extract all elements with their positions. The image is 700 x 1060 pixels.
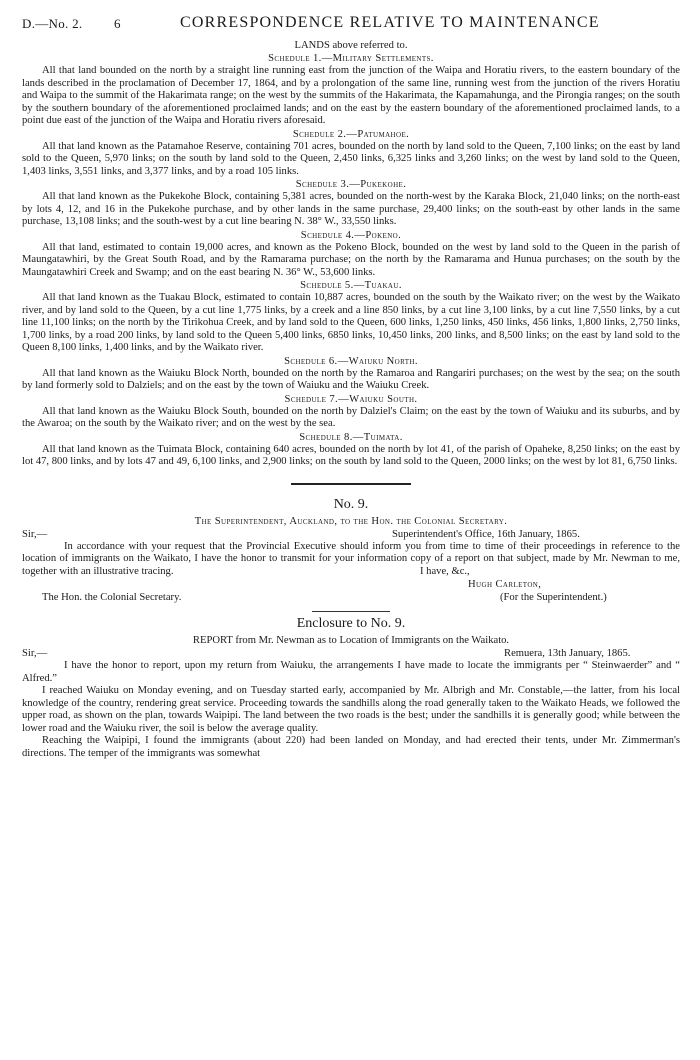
letter-closing: I have, &c., [420,566,470,577]
document-reference: D.—No. 2. [22,16,83,31]
schedule-8-title: Schedule 8.—Tuimata. [299,431,403,443]
schedule-3-title: Schedule 3.—Pukekohe. [295,179,407,190]
enclosure-paragraph-2: I reached Waiuku on Monday evening, and on Tuesday started early, accompanied by Mr. Albrigh and Mr. Constable,—the latter, from his local knowledge of the country, rendering great service. Proceeding towards the sandhills along the road generally taken to the Waikato Heads, we followed the upper road, as shown on the plan, towards Waipipi. The land between the two roads is the best; under the sandhills it is generally good; while between the lower road and the Waiuku river, the soil is below the average quality. [22,685,680,734]
enclosure-heading: Enclosure to No. 9. [296,616,406,631]
schedule-6-text: All that land known as the Waiuku Block North, bounded on the north by the Ramaroa and Rangariri purchases; on the west by the sea; on the south by land formerly sold to Dalziels; and on the east by the town of Waiuku and the Waiuku Creek. [22,367,680,391]
page-header [22,6,680,36]
enclosure-paragraph-3: Reaching the Waipipi, I found the immigrants (about 220) had been landed on Monday, and had erected their tents, under Mr. Zimmerman's directions. The temper of the immigrants was somewhat [22,735,680,759]
schedule-1-title: Schedule 1.—Military Settlements. [268,53,434,64]
schedule-4-text: All that land, estimated to contain 19,000 acres, and known as the Pokeno Block, bounded on the west by land sold to the Queen in the parish of Maungatawhiri, by the Great South Road, and by the Ramarama purchase; on the north by the Ramarama and Hunua purchases; on the south by the Maungatawhiri Creek and Swamp; and on the east bearing N. 36° W., 53,600 links. [22,241,680,278]
letter-signature: Hugh Carleton, [468,579,542,590]
letter-number-heading: No. 9. [333,496,369,512]
letter-signature-role: (For the Superintendent.) [500,592,607,603]
running-title: CORRESPONDENCE RELATIVE TO MAINTENANCE [180,14,600,31]
schedule-4-title: Schedule 4.—Pokeno. [300,229,402,241]
letter-place-date: Superintendent's Office, 16th January, 1865. [392,528,580,540]
schedule-5-title: Schedule 5.—Tuakau. [300,280,402,291]
schedule-5-text: All that land known as the Tuakau Block, estimated to contain 10,887 acres, bounded on the south by the Waikato river; on the west by the Waikato river, and by land sold to the Queen, by a cut line 1,775 links, by a creek and a line 850 links, by a cut line 3,100 links, by a cut line 7,550 links, by a cut line 11,100 links; on the north by the Tirikohua Creek, and by land sold to the Queen, 600 links, 1,250 links, 450 links, 456 links, 1,800 links, 2,750 links, 1,700 links, by a road 200 links, by land sold to the Queen 5,400 links, 6850 links, 10,450 links, 200 links, and 8,500 links; on the east by land sold to the Queen 8,100 links, 1,400 links, and by the Waikato river. [22,292,680,353]
document-page [22,6,680,1056]
enclosure-divider [312,611,390,612]
schedule-8-text: All that land known as the Tuimata Block, containing 640 acres, bounded on the north by lot 41, of the parish of Opaheke, 8,250 links; on the east by lot 47, 800 links, and by lots 47 and 49, 6,100 links, and 2,900 links; on the south by land sold to the Queen, 2000 links; on the west by lot 81, 6,750 links. [22,443,680,467]
enclosure-paragraph-1: I have the honor to report, upon my return from Waiuku, the arrangements I have made to locate the immigrants per “ Steinwaerder” and “ Alfred.” [22,660,680,684]
enclosure-subheading: REPORT from Mr. Newman as to Location of Immigrants on the Waikato. [192,635,510,646]
section-divider [291,483,411,485]
schedule-7-title: Schedule 7.—Waiuku South. [284,393,418,405]
schedule-6-title: Schedule 6.—Waiuku North. [284,355,418,367]
enclosure-salutation: Sir,— [22,648,48,659]
page-number: 6 [114,16,121,31]
schedule-3-text: All that land known as the Pukekohe Block, containing 5,381 acres, bounded on the north-west by the Karaka Block, 21,040 links; on the north-east by lots 4, 12, and 16 in the Pukekohe purchase, and by other lands in the same purchase, 29,400 links; on the south-east by other lands in the same purchase, 13,108 links; and the south-west by a cut line bearing N. 38° W., 33,550 links. [22,191,680,227]
letter-addressee: The Hon. the Colonial Secretary. [42,592,182,603]
letter-signature-block [22,566,680,605]
letter-salutation-row [22,528,680,541]
letter-salutation: Sir,— [22,528,48,540]
enclosure-place-date: Remuera, 13th January, 1865. [504,648,631,659]
lands-heading: LANDS above referred to. [294,40,408,51]
schedule-7-text: All that land known as the Waiuku Block South, bounded on the north by Dalziel's Claim; on the east by the town of Waiuku and its suburbs, and by the Awaroa; on the south by the Waikato river; and on the west by the sea. [22,405,680,429]
enclosure-salutation-row [22,647,680,660]
schedule-2-text: All that land known as the Patamahoe Reserve, containing 701 acres, bounded on the north by land sold to the Queen, 7,100 links; on the east by land sold to the Queen, 5,970 links; on the south by land sold to the Queen, 2,450 links, 6,325 links and 3,260 links; on the west by land sold to the Queen, 1,403 links, 3,551 links, and 3,377 links, and by a road 105 links. [22,140,680,177]
letter-body: In accordance with your request that the Provincial Executive should inform you from time to time of their proceedings in reference to the location of immigrants on the Waikato, I have the honor to transmit for your information copy of a report on that subject, made by Mr. Newman to me, together with an illustrative tracing. [22,540,680,577]
schedule-1-text: All that land bounded on the north by a straight line running east from the junction of the Waipa and Horatiu rivers, to the eastern boundary of the lands described in the proclamation of December 17, 1864, and by a prolongation of the same line, running west from the junction of the rivers Horatiu and Waipa to the summit of the Hakarimata range; on the west by the summits of the Hakarimata, the Kapamahunga, and the Pirongia ranges; on the south by the southern boundary of the aforementioned proclaimed lands; and on the east by the eastern boundary of the aforementioned proclaimed lands, to a point due east of the junction of the Waipa and Horatiu rivers aforesaid. [22,65,680,126]
letter-subheading: The Superintendent, Auckland, to the Hon. the Colonial Secretary. [194,515,508,527]
schedule-2-title: Schedule 2.—Patumahoe. [292,128,410,140]
